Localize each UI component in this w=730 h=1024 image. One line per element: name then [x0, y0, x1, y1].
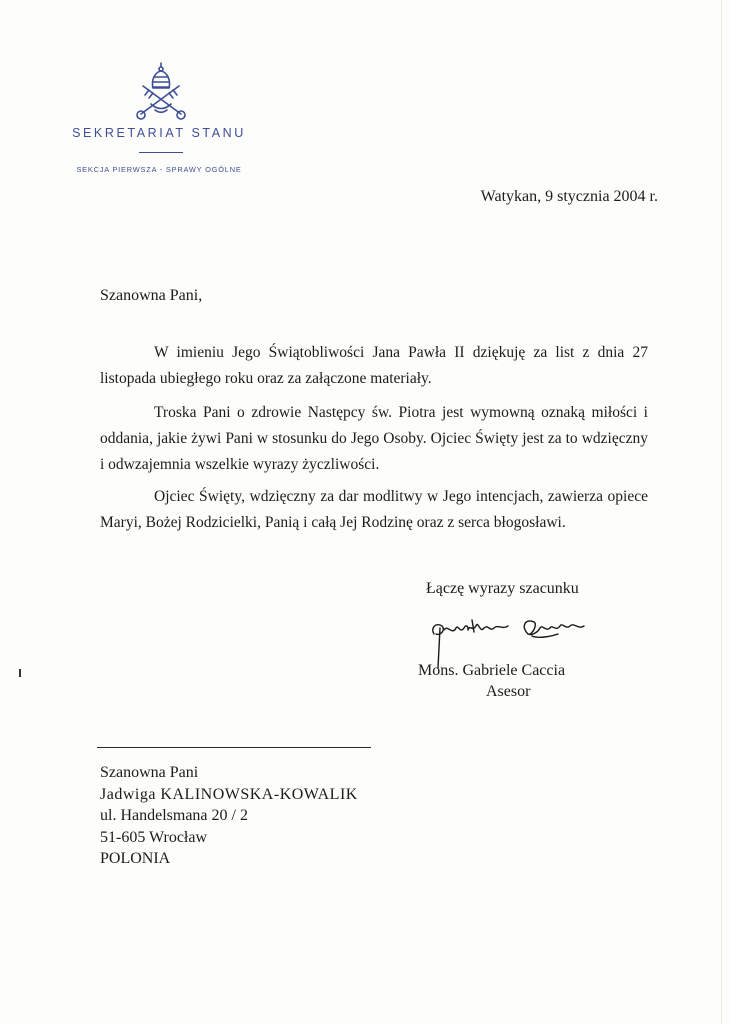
address-street: ul. Handelsmana 20 / 2 [100, 807, 248, 824]
signer-title: Asesor [486, 683, 531, 700]
margin-mark [19, 669, 21, 677]
signer-name: Mons. Gabriele Caccia [418, 662, 566, 679]
org-name: SEKRETARIAT STANU [72, 126, 246, 140]
address-city: 51-605 Wrocław [100, 828, 208, 846]
letter-date: Watykan, 9 stycznia 2004 r. [480, 188, 658, 205]
letter-salutation: Szanowna Pani, [100, 287, 203, 304]
paragraph-3: Ojciec Święty, wdzięczny za dar modlitwy w Jego intencjach, zawierza opiece Maryi, Bożej Rodzicielki, Panią i całą Jej Rodzinę oraz z serca błogosławi. [100, 488, 648, 531]
papal-coat-of-arms-icon [129, 60, 193, 122]
org-subtitle: SEKCJA PIERWSZA - SPRAWY OGÓLNE [76, 165, 242, 174]
letterhead-divider [139, 152, 183, 153]
paragraph-1: W imieniu Jego Świątobliwości Jana Pawła II dziękuję za list z dnia 27 listopada ubiegłego roku oraz za załączone materiały. [100, 344, 648, 387]
paragraph-2: Troska Pani o zdrowie Następcy św. Piotra jest wymowną oznaką miłości i oddania, jakie żywi Pani w stosunku do Jego Osoby. Ojciec Święty jest za to wdzięczny i odwzajemnia wszelkie wyrazy życzliwości. [100, 404, 648, 473]
recipient-name: Jadwiga KALINOWSKA-KOWALIK [100, 785, 358, 803]
letter-closing: Łączę wyrazy szacunku [426, 580, 579, 597]
address-salutation: Szanowna Pani [100, 764, 199, 781]
address-country: POLONIA [100, 850, 171, 867]
recipient-address [100, 762, 358, 870]
page-edge [721, 0, 722, 1024]
address-divider [97, 747, 371, 748]
